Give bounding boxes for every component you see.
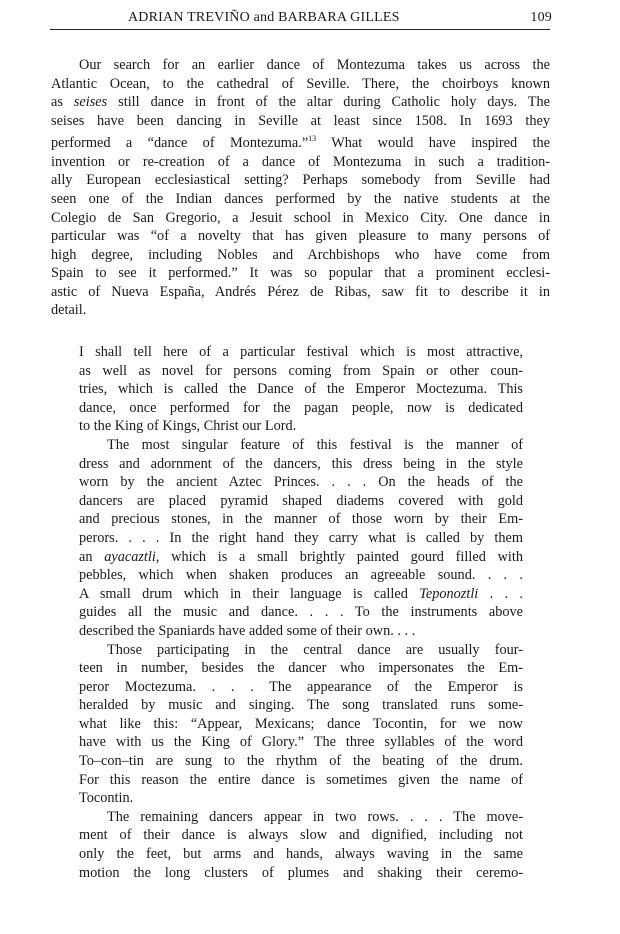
text-line: Spain to see it performed.” It was so popular that a prominent ecclesi- <box>51 265 550 282</box>
quote-line: dance, once performed for the pagan people, now is dedicated <box>79 399 523 416</box>
quote-line: dancers are placed pyramid shaped diadems covered with gold <box>79 492 523 509</box>
quote-line: pebbles, which when shaken produces an agreeable sound. . . . <box>79 567 523 584</box>
quote-line: For this reason the entire dance is sometimes given the name of <box>79 771 523 788</box>
term-teponoztli: Teponoztli <box>419 585 479 602</box>
term-seises: seises <box>73 94 108 111</box>
quote-line: Tocontin. <box>79 790 134 807</box>
quote-line: peror Moctezuma. . . . The appearance of the Emperor is <box>79 678 523 695</box>
footnote-ref: 13 <box>308 134 317 144</box>
quote-line: as well as novel for persons coming from Spain or other coun- <box>79 362 523 379</box>
text-line: particular was “of a novelty that has given pleasure to many persons of <box>51 228 550 245</box>
quote-line: have with us the King of Glory.” The three syllables of the word <box>79 734 523 751</box>
quote-line: ment of their dance is always slow and dignified, including not <box>79 827 523 844</box>
text-line: seen one of the Indian dances performed by the native students at the <box>51 190 550 207</box>
header-rule <box>50 29 550 30</box>
text-line: high degree, including Nobles and Archbishops who have come from <box>51 246 550 263</box>
text-line: Our search for an earlier dance of Montezuma takes us across the <box>79 57 550 73</box>
quote-line: To–con–tin are sung to the rhythm of the beating of the drum. <box>79 753 523 770</box>
quote-line: tries, which is called the Dance of the Emperor Moctezuma. This <box>79 381 523 398</box>
quote-line: I shall tell here of a particular festival which is most attractive, <box>79 344 523 360</box>
quote-line: what like this: “Appear, Mexicans; dance Tocontin, for we now <box>79 715 523 732</box>
quote-line: perors. . . . In the right hand they carry what is called by them <box>79 529 523 546</box>
term-ayacaztli: ayacaztli <box>104 548 156 565</box>
quote-line: described the Spaniards have added some of their own. . . . <box>79 622 416 639</box>
block-quote <box>79 343 523 882</box>
quote-line: teen in number, besides the dancer who impersonates the Em- <box>79 660 523 677</box>
quote-line: Those participating in the central dance are usually four- <box>107 641 523 658</box>
quote-line: an ayacaztli, which is a small brightly painted gourd filled with <box>79 548 523 565</box>
running-head-title: ADRIAN TREVIÑO and BARBARA GILLES <box>128 10 400 25</box>
text-line: astic of Nueva España, Andrés Pérez de Ribas, saw fit to describe it in <box>51 283 550 300</box>
text-line: Colegio de San Gregorio, a Jesuit school in Mexico City. One dance in <box>51 209 550 226</box>
quote-line: and precious stones, in the manner of those worn by their Em- <box>79 511 523 528</box>
quote-line: The remaining dancers appear in two rows. . . . The move- <box>107 808 523 825</box>
text-line: detail. <box>51 302 87 319</box>
page-number: 109 <box>530 10 552 25</box>
quote-line: only the feet, but arms and hands, always waving in the same <box>79 846 523 863</box>
quote-line: motion the long clusters of plumes and shaking their ceremo- <box>79 864 523 881</box>
quote-line: heralded by music and singing. The song translated runs some- <box>79 697 523 714</box>
text-line: ally European ecclesiastical setting? Perhaps somebody from Seville had <box>51 172 550 189</box>
intro-paragraph <box>51 56 550 320</box>
quote-line: guides all the music and dance. . . . To the instruments above <box>79 604 523 621</box>
quote-line: The most singular feature of this festival is the manner of <box>107 436 523 453</box>
text-line: seises have been dancing in Seville at least since 1508. In 1693 they <box>51 112 550 129</box>
quote-line: worn by the ancient Aztec Princes. . . . On the heads of the <box>79 474 523 491</box>
quote-line: dress and adornment of the dancers, this dress being in the style <box>79 455 523 472</box>
quote-line: to the King of Kings, Christ our Lord. <box>79 418 297 435</box>
quote-line: A small drum which in their language is called Teponoztli . . . <box>79 585 523 602</box>
text-line: invention or re-creation of a dance of Montezuma in such a tradition- <box>51 153 550 170</box>
running-header <box>128 10 552 26</box>
text-line: Atlantic Ocean, to the cathedral of Seville. There, the choirboys known <box>51 75 550 92</box>
text-line: as seises still dance in front of the altar during Catholic holy days. The <box>51 94 550 111</box>
text-line: performed a “dance of Montezuma.”$^{13}$ What would have inspired the <box>51 134 550 152</box>
